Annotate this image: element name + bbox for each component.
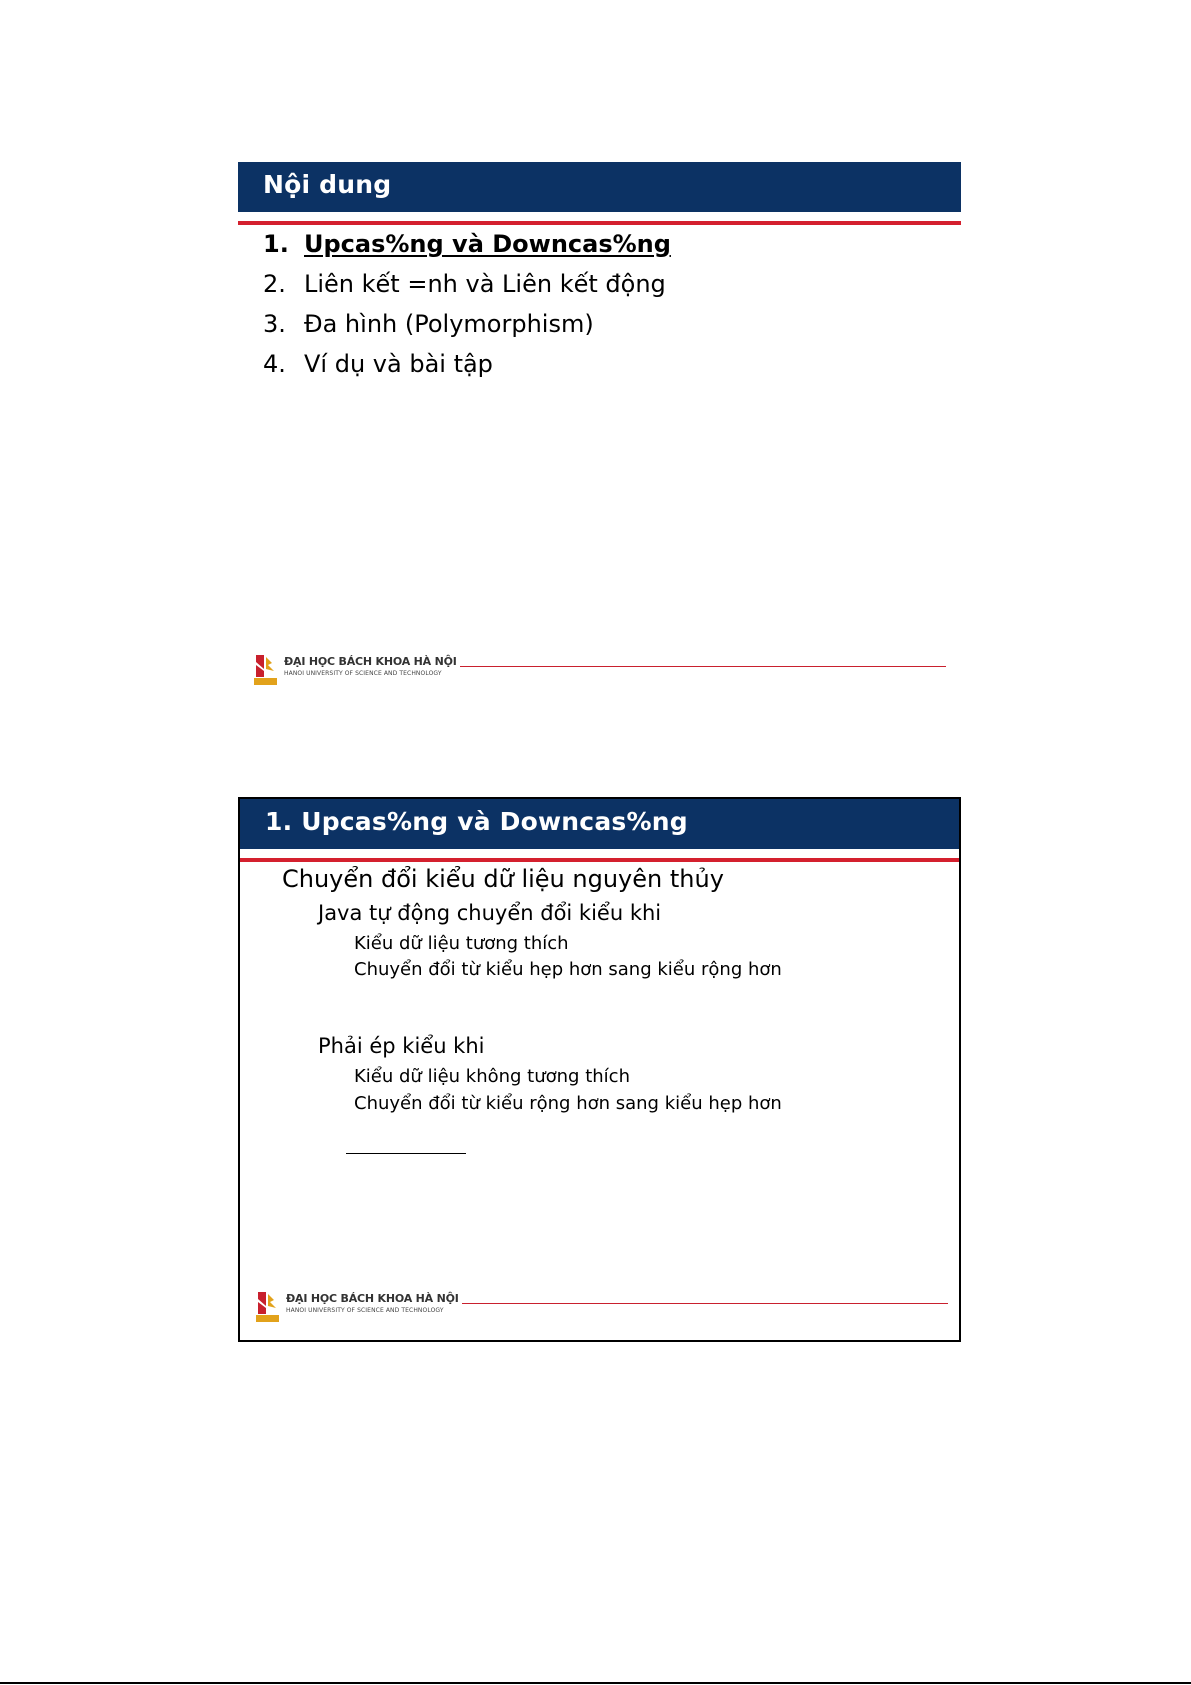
slide-title: Nội dung bbox=[263, 170, 392, 199]
bullet-item: Kiểu dữ liệu tương thích bbox=[354, 933, 569, 954]
footer-university-subtitle: HANOI UNIVERSITY OF SCIENCE AND TECHNOLOGY bbox=[284, 670, 442, 677]
agenda-item[interactable] bbox=[263, 270, 671, 310]
separator-line bbox=[346, 1153, 466, 1154]
footer-university-name: ĐẠI HỌC BÁCH KHOA HÀ NỘI bbox=[286, 1292, 459, 1305]
agenda-text: Liên kết =nh và Liên kết động bbox=[304, 270, 666, 298]
header-rule bbox=[240, 858, 959, 862]
agenda-text: Đa hình (Polymorphism) bbox=[304, 310, 594, 338]
slide-header bbox=[238, 162, 961, 212]
footer-university-name: ĐẠI HỌC BÁCH KHOA HÀ NỘI bbox=[284, 655, 457, 668]
slide-title: 1. Upcas%ng và Downcas%ng bbox=[265, 807, 688, 836]
auto-conversion-label: Java tự động chuyển đổi kiểu khi bbox=[318, 901, 662, 925]
university-logo-icon bbox=[254, 653, 277, 685]
slide-upcasting-downcasting bbox=[238, 797, 961, 1342]
slide-footer bbox=[256, 1290, 950, 1324]
slide-header bbox=[240, 799, 959, 849]
slide-footer bbox=[254, 653, 948, 687]
bullet-item: Chuyển đổi từ kiểu hẹp hơn sang kiểu rộng hơn bbox=[354, 959, 782, 980]
agenda-item[interactable] bbox=[263, 230, 671, 270]
agenda-number: 4. bbox=[263, 350, 286, 378]
agenda-text: Ví dụ và bài tập bbox=[304, 350, 493, 378]
header-rule bbox=[238, 221, 961, 225]
cast-required-label: Phải ép kiểu khi bbox=[318, 1034, 485, 1058]
agenda-list bbox=[263, 230, 671, 390]
footer-university-subtitle: HANOI UNIVERSITY OF SCIENCE AND TECHNOLOGY bbox=[286, 1307, 444, 1314]
agenda-item[interactable] bbox=[263, 310, 671, 350]
bullet-item: Chuyển đổi từ kiểu rộng hơn sang kiểu hẹp hơn bbox=[354, 1093, 782, 1114]
footer-rule bbox=[462, 1303, 948, 1304]
slide-contents bbox=[238, 162, 961, 707]
agenda-number: 3. bbox=[263, 310, 286, 338]
university-logo-icon bbox=[256, 1290, 279, 1322]
agenda-number: 2. bbox=[263, 270, 286, 298]
agenda-text: Upcas%ng và Downcas%ng bbox=[304, 230, 671, 258]
footer-rule bbox=[460, 666, 946, 667]
slide-heading: Chuyển đổi kiểu dữ liệu nguyên thủy bbox=[282, 865, 724, 893]
page-bottom-rule bbox=[0, 1682, 1191, 1684]
bullet-item: Kiểu dữ liệu không tương thích bbox=[354, 1066, 630, 1087]
agenda-number: 1. bbox=[263, 230, 289, 258]
agenda-item[interactable] bbox=[263, 350, 671, 390]
